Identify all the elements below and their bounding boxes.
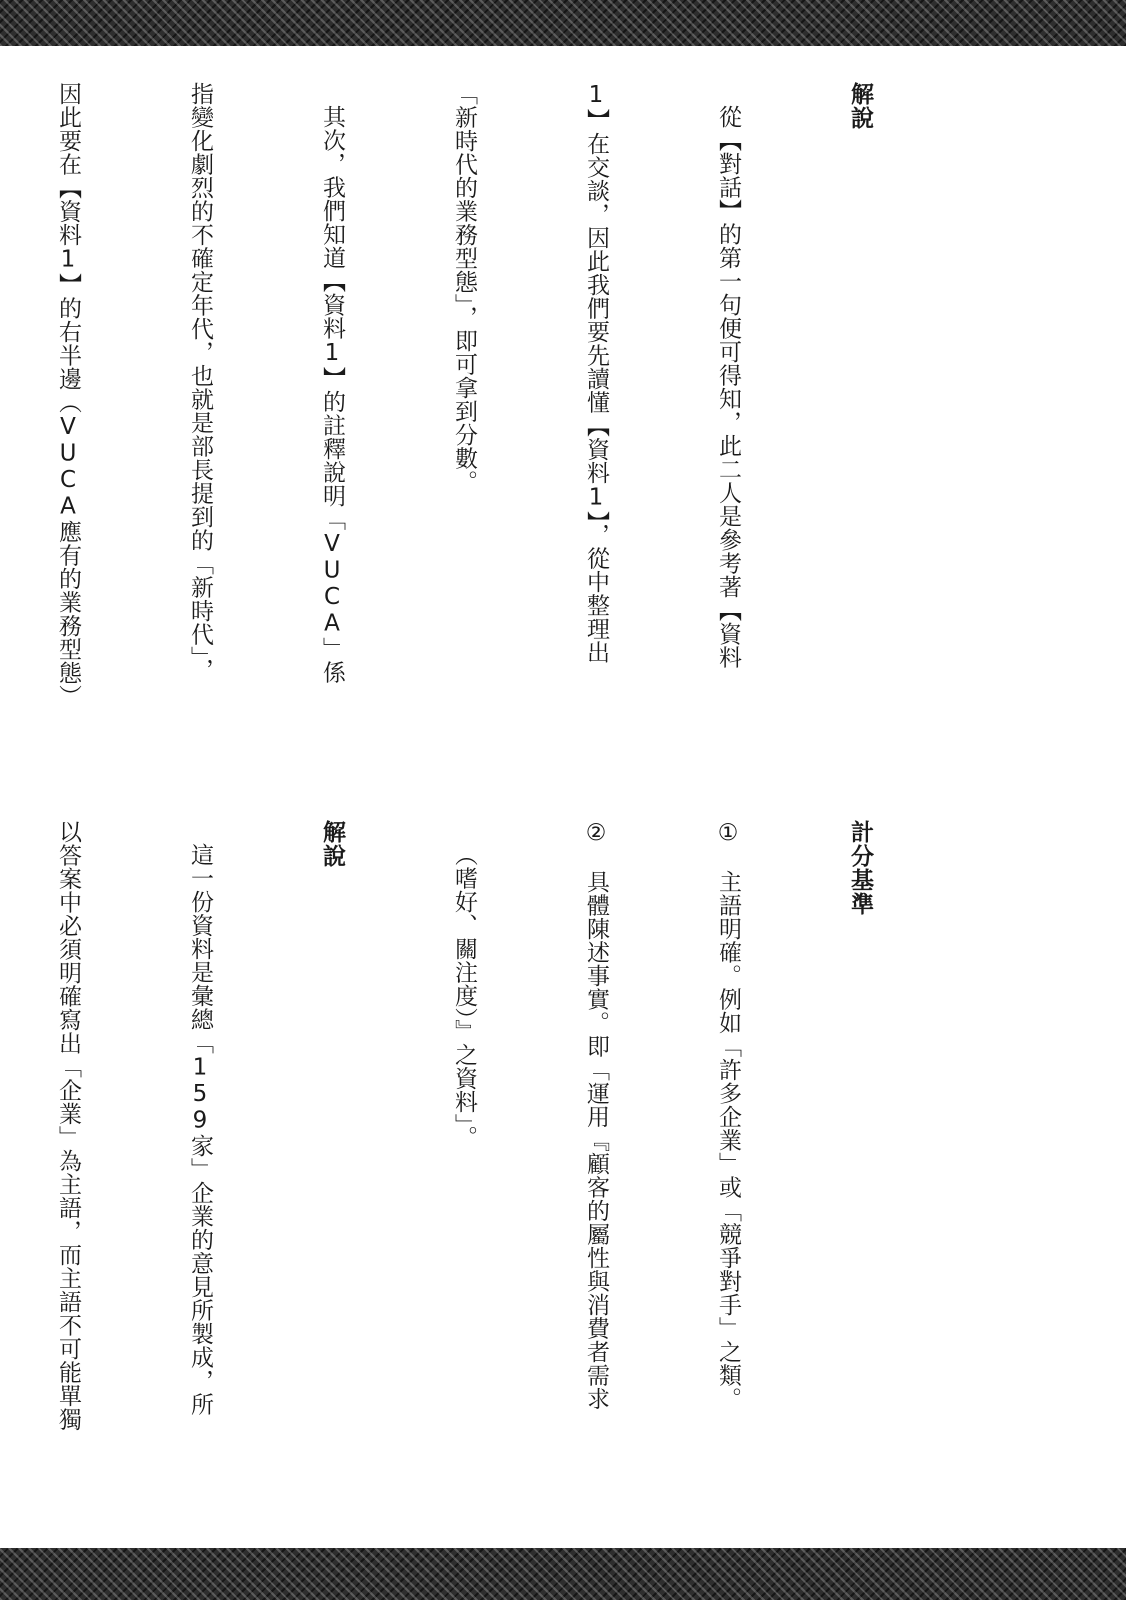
top-decorative-band [0, 0, 1126, 46]
explanation-heading: 解說 [319, 820, 345, 868]
text-line: 指變化劇烈的不確定年代，也就是部長提到的「新時代」， [187, 82, 213, 682]
text-line: 其次，我們知道【資料1】的註釋說明「VUCA」係 [319, 105, 345, 684]
criteria-item: ① 主語明確。例如「許多企業」或「競爭對手」之類。 [715, 820, 741, 1411]
scoring-criteria-heading: 計分基準 [847, 820, 873, 916]
criteria-item: ② 具體陳述事實。即「運用『顧客的屬性與消費者需求 [583, 820, 609, 1411]
explanation-heading: 解說 [847, 82, 873, 130]
text-line: 因此要在【資料1】的右半邊（VUCA應有的業務型態） [55, 82, 81, 708]
text-line: 從【對話】的第一句便可得知，此二人是參考著【資料 [715, 105, 741, 669]
upper-text-block [55, 82, 970, 782]
text-line: 這一份資料是彙總「159家」企業的意見所製成，所 [187, 843, 213, 1416]
lower-text-block [55, 820, 970, 1540]
text-line: 以答案中必須明確寫出「企業」為主語，而主語不可能單獨 [55, 820, 81, 1431]
text-line: 1】在交談，因此我們要先讀懂【資料1】，從中整理出 [583, 82, 609, 664]
text-line: 「新時代的業務型態」，即可拿到分數。 [451, 82, 477, 494]
bottom-decorative-band [0, 1548, 1126, 1600]
criteria-item-continued: （嗜好、關注度）』之資料」。 [451, 843, 477, 1149]
